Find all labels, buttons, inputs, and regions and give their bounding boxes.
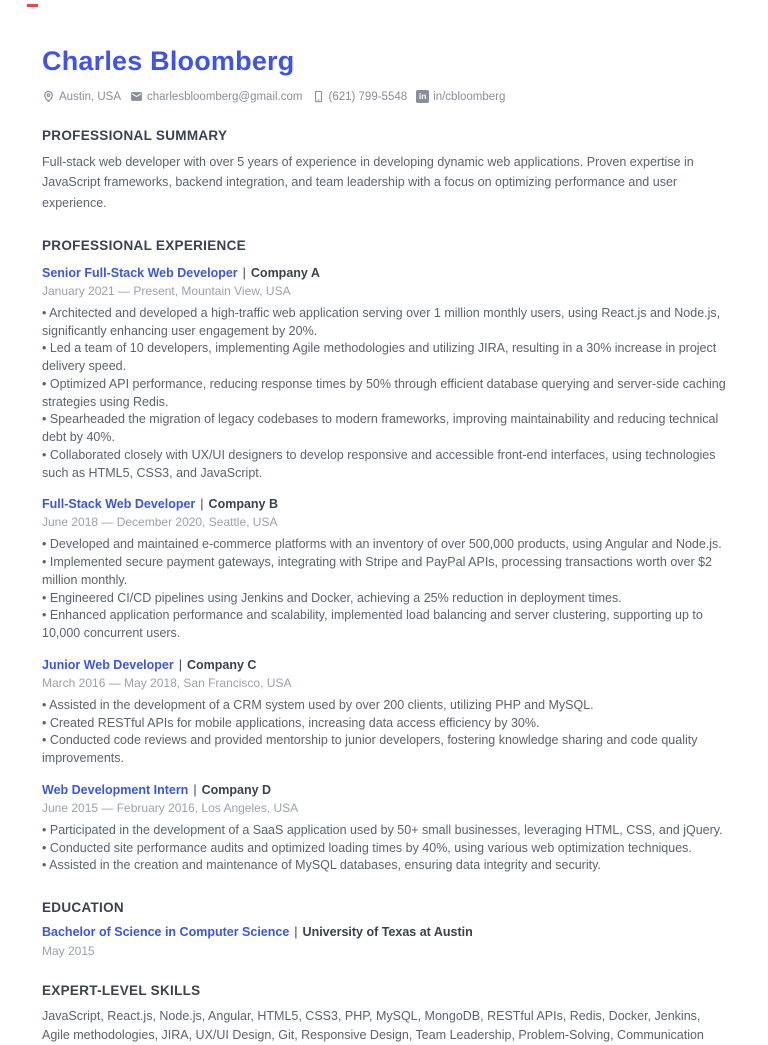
red-mark-decoration: [27, 4, 38, 7]
bullet: • Engineered CI/CD pipelines using Jenkins and Docker, achieving a 25% reduction in deployment times.: [42, 590, 726, 608]
contact-linkedin-text: in/cbloomberg: [433, 90, 506, 103]
contact-phone-text: (621) 799-5548: [328, 90, 408, 103]
job-company: Company B: [208, 497, 278, 512]
job-company: Company C: [187, 657, 257, 672]
location-pin-icon: [42, 90, 55, 103]
job-title-line: [42, 658, 726, 672]
section-title-experience: PROFESSIONAL EXPERIENCE: [42, 237, 246, 253]
job-title-line: [42, 266, 726, 280]
job-company: Company D: [201, 782, 272, 797]
job-meta: June 2018 — December 2020, Seattle, USA: [42, 515, 278, 530]
job-company: Company A: [250, 265, 320, 280]
bullet: • Optimized API performance, reducing response times by 50% through efficient database querying and server-side caching strategies using Redis.: [42, 376, 726, 412]
bullet: • Collaborated closely with UX/UI designers to develop responsive and accessible front-end interfaces, using technologies such as HTML5, CSS3, and JavaScript.: [42, 447, 726, 483]
job-separator: |: [200, 497, 204, 512]
envelope-icon: [130, 90, 143, 103]
job-separator: |: [193, 782, 197, 797]
bullet: • Architected and developed a high-traffic web application serving over 1 million monthly users, using React.js and Node.js, significantly enhancing user engagement by 20%.: [42, 305, 726, 341]
summary-text: Full-stack web developer with over 5 years of experience in developing dynamic web applications. Proven expertise in JavaScript frameworks, backend integration, and team leadership with a focus on optimizing performance and user experience.: [42, 155, 694, 210]
contact-linkedin: [416, 90, 505, 103]
section-title-summary: PROFESSIONAL SUMMARY: [42, 128, 228, 143]
candidate-name: Charles Bloomberg: [42, 46, 295, 76]
job-bullets: [42, 305, 726, 483]
bullet: • Participated in the development of a SaaS application used by 50+ small businesses, leveraging HTML, CSS, and jQuery.: [42, 822, 726, 840]
contact-row: [42, 90, 726, 103]
job-role: Junior Web Developer: [42, 657, 174, 672]
job-separator: |: [178, 657, 182, 672]
skills-text: JavaScript, React.js, Node.js, Angular, HTML5, CSS3, PHP, MySQL, MongoDB, RESTful APIs, Redis, Docker, Jenkins, Agile methodologies, JIRA, UX/UI Design, Git, Responsive Design, Team Leadership, Problem-Solving, Communication: [42, 1009, 704, 1042]
bullet: • Conducted code reviews and provided mentorship to junior developers, fostering knowledge sharing and code quality improvements.: [42, 732, 726, 768]
job-entry-company-a: [42, 266, 726, 483]
contact-email-text: charlesbloomberg@gmail.com: [147, 90, 303, 103]
bullet: • Assisted in the creation and maintenance of MySQL databases, ensuring data integrity and security.: [42, 857, 726, 875]
contact-location: [42, 90, 121, 103]
job-meta: January 2021 — Present, Mountain View, USA: [42, 283, 291, 298]
job-title-line: [42, 783, 726, 797]
job-bullets: [42, 536, 726, 643]
linkedin-icon: in: [416, 90, 429, 103]
bullet: • Created RESTful APIs for mobile applications, increasing data access efficiency by 30%.: [42, 715, 726, 733]
job-role: Senior Full-Stack Web Developer: [42, 265, 238, 280]
education-line: [42, 925, 726, 939]
contact-location-text: Austin, USA: [59, 90, 121, 103]
education-degree: Bachelor of Science in Computer Science: [42, 925, 290, 939]
bullet: • Led a team of 10 developers, implementing Agile methodologies and utilizing JIRA, resulting in a 30% increase in project delivery speed.: [42, 340, 726, 376]
phone-icon: [312, 90, 325, 103]
bullet: • Implemented secure payment gateways, integrating with Stripe and PayPal APIs, processing transactions worth over $2 million monthly.: [42, 554, 726, 590]
education-separator: |: [294, 925, 298, 939]
bullet: • Conducted site performance audits and optimized loading times by 40%, using various web optimization techniques.: [42, 840, 726, 858]
job-meta: June 2015 — February 2016, Los Angeles, USA: [42, 800, 299, 815]
job-bullets: [42, 697, 726, 768]
job-title-line: [42, 497, 726, 511]
job-entry-company-c: [42, 658, 726, 768]
section-title-skills: EXPERT-LEVEL SKILLS: [42, 983, 201, 998]
contact-phone: [312, 90, 408, 103]
bullet: • Enhanced application performance and scalability, implemented load balancing and server clustering, supporting up to 10,000 concurrent users.: [42, 607, 726, 643]
section-professional-experience: [42, 238, 726, 875]
job-bullets: [42, 822, 726, 875]
job-role: Full-Stack Web Developer: [42, 497, 196, 512]
bullet: • Assisted in the development of a CRM system used by over 200 clients, utilizing PHP and MySQL.: [42, 697, 726, 715]
section-skills: [42, 983, 726, 1045]
section-education: [42, 900, 726, 958]
contact-email: [130, 90, 303, 103]
job-entry-company-d: [42, 783, 726, 875]
education-school: University of Texas at Austin: [302, 925, 473, 939]
bullet: • Developed and maintained e-commerce platforms with an inventory of over 500,000 products, using Angular and Node.js.: [42, 536, 726, 554]
job-role: Web Development Intern: [42, 782, 189, 797]
bullet: • Spearheaded the migration of legacy codebases to modern frameworks, improving maintainability and reducing technical debt by 40%.: [42, 411, 726, 447]
education-date: May 2015: [42, 944, 95, 958]
section-professional-summary: [42, 128, 726, 213]
section-title-education: EDUCATION: [42, 900, 124, 915]
job-meta: March 2016 — May 2018, San Francisco, USA: [42, 675, 292, 690]
job-entry-company-b: [42, 497, 726, 643]
job-separator: |: [242, 265, 246, 280]
